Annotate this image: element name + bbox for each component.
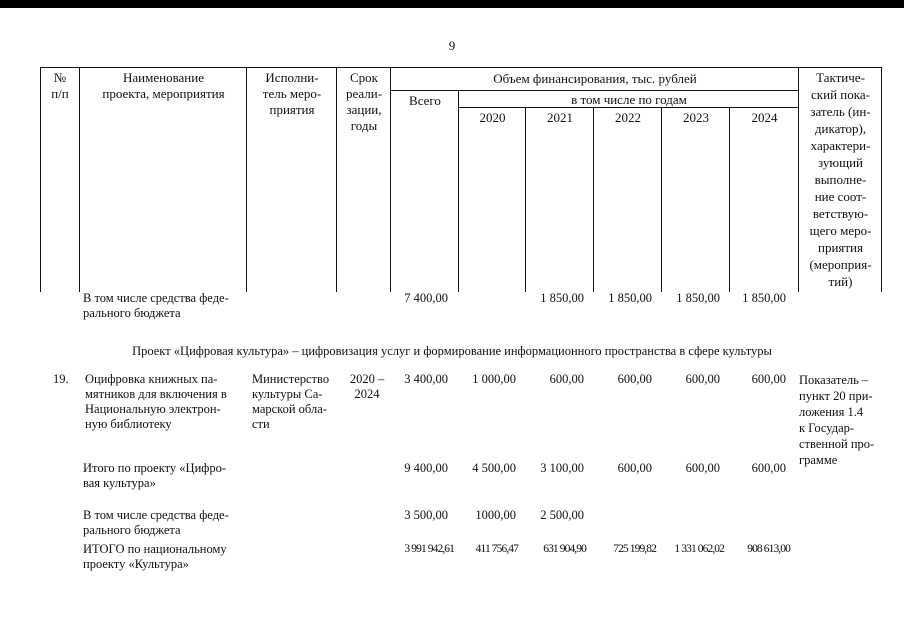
cell-2022: 600,00: [617, 461, 652, 475]
cell-2024: 908 613,00: [747, 543, 790, 555]
cell-2022: 600,00: [617, 372, 652, 386]
cell-2024: 600,00: [751, 372, 786, 386]
cell-total: 3 991 942,61: [404, 543, 454, 555]
cell-total: 7 400,00: [404, 291, 448, 305]
cell-total: 9 400,00: [404, 461, 448, 475]
cell-2023: 1 850,00: [676, 291, 720, 305]
header-year-2022: 2022: [615, 110, 641, 125]
cell-2020: 1000,00: [475, 508, 516, 522]
header-by-years: в том числе по годам: [571, 92, 687, 107]
header-col-number: № п/п: [51, 70, 69, 101]
header-year-2024: 2024: [751, 110, 778, 125]
cell-2023: 1 331 062,02: [674, 543, 724, 555]
header-col-executor: Исполни- тель меро- приятия: [262, 70, 322, 117]
header-total: Всего: [409, 93, 441, 108]
cell-total: 3 400,00: [404, 372, 448, 386]
row-label: В том числе средства феде- рального бюджета: [83, 508, 229, 537]
header-year-2020: 2020: [479, 110, 506, 125]
header-year-2023: 2023: [683, 110, 709, 125]
row-name: Оцифровка книжных па- мятников для включения в Национальную электрон- ную библиотеку: [85, 372, 227, 431]
top-black-border: [0, 0, 904, 8]
header-year-2021: 2021: [547, 110, 573, 125]
header-col-term: Срок реали- зации, годы: [345, 70, 383, 133]
cell-2023: 600,00: [685, 372, 720, 386]
cell-2022: 1 850,00: [608, 291, 652, 305]
section-title: Проект «Цифровая культура» – цифровизация услуг и формирование информационного пространства в сфере культуры: [132, 344, 772, 358]
header-col-indicator: Тактиче- ский пока- затель (ин- дикатор), характери- зующий выполне- ние соот- ветствую- щего меро- приятия (мероприя- тий): [809, 70, 872, 289]
cell-2023: 600,00: [685, 461, 720, 475]
row-executor: Министерство культуры Са- марской обла- сти: [252, 372, 330, 431]
row-label: В том числе средства феде- рального бюджета: [83, 291, 229, 320]
cell-2024: 600,00: [751, 461, 786, 475]
cell-2020: 411 756,47: [475, 543, 518, 555]
row-indicator: Показатель – пункт 20 при- ложения 1.4 к Государ- ственной про- грамме: [799, 373, 875, 467]
row-label: Итого по проекту «Цифро- вая культура»: [83, 461, 227, 490]
cell-total: 3 500,00: [404, 508, 448, 522]
header-funding-title: Объем финансирования, тыс. рублей: [493, 71, 697, 86]
row-number: 19.: [53, 372, 69, 386]
cell-2021: 1 850,00: [540, 291, 584, 305]
cell-2022: 725 199,82: [613, 543, 656, 555]
cell-2021: 600,00: [549, 372, 584, 386]
row-label: ИТОГО по национальному проекту «Культура»: [83, 542, 227, 571]
header-col-name: Наименование проекта, мероприятия: [102, 70, 225, 101]
cell-2020: 1 000,00: [472, 372, 516, 386]
page-number: 9: [448, 38, 456, 53]
row-term: 2020 – 2024: [349, 372, 385, 401]
table-header: [40, 67, 882, 292]
cell-2024: 1 850,00: [742, 291, 786, 305]
cell-2021: 631 904,90: [543, 543, 586, 555]
cell-2021: 3 100,00: [540, 461, 584, 475]
cell-2021: 2 500,00: [540, 508, 584, 522]
cell-2020: 4 500,00: [472, 461, 516, 475]
